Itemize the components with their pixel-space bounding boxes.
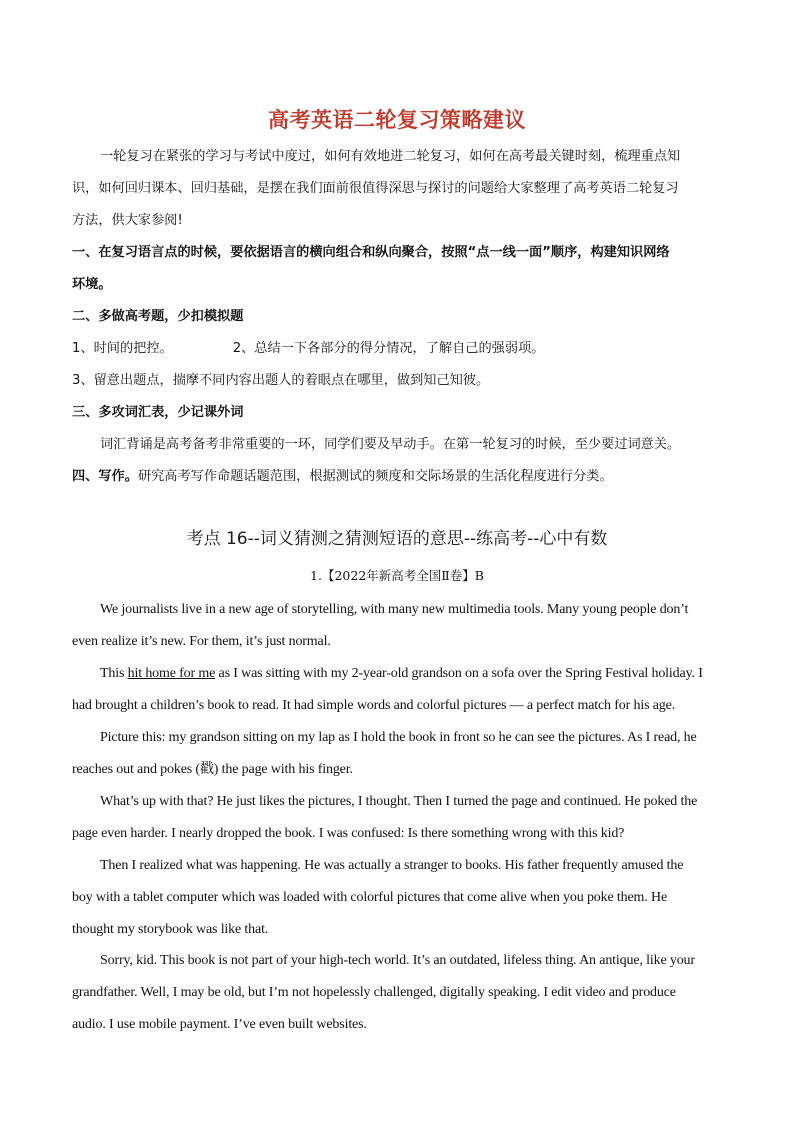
point1-line-2: 环境。	[72, 277, 112, 292]
passage-p5-line-2: boy with a tablet computer which was loaded with colorful pictures that come alive when you poke them. He	[72, 890, 668, 905]
question-source: 1.【2022年新高考全国Ⅱ卷】B	[310, 568, 484, 583]
passage-p4-line-1: What’s up with that? He just likes the pictures, I thought. Then I turned the page and continued. He poked the	[100, 794, 698, 809]
point2-item-2: 2、总结一下各部分的得分情况，了解自己的强弱项。	[232, 341, 545, 356]
point4-heading: 四、写作。	[72, 469, 138, 484]
passage-p4-line-2: page even harder. I nearly dropped the book. I was confused: Is there something wrong with this kid?	[72, 826, 625, 841]
point2-items-row	[72, 333, 722, 365]
passage-p1-line-2: even realize it’s new. For them, it’s just normal.	[72, 634, 331, 649]
point4-body: 研究高考写作命题话题范围，根据测试的频度和交际场景的生活化程度进行分类。	[137, 469, 613, 484]
point2-heading: 二、多做高考题，少扣模拟题	[72, 309, 244, 324]
point3-heading: 三、多攻词汇表，少记课外词	[72, 405, 244, 420]
intro-line-1: 一轮复习在紧张的学习与考试中度过，如何有效地进二轮复习，如何在高考最关键时刻，梳理重点知	[100, 149, 681, 164]
passage-p6-line-3: audio. I use mobile payment. I’ve even built websites.	[72, 1017, 367, 1032]
point2-item-1: 1、时间的把控。	[72, 341, 173, 356]
passage-p6-line-2: grandfather. Well, I may be old, but I’m not hopelessly challenged, digitally speaking. I edit video and produce	[72, 985, 676, 1000]
passage-p5-line-3: thought my storybook was like that.	[72, 922, 269, 937]
passage-p6-line-1: Sorry, kid. This book is not part of your high-tech world. It’s an outdated, lifeless thing. An antique, like your	[100, 953, 695, 968]
passage-p5-line-1: Then I realized what was happening. He was actually a stranger to books. His father frequently amused the	[100, 858, 684, 873]
intro-line-3: 方法，供大家参阅!	[72, 213, 183, 228]
page-title: 高考英语二轮复习策略建议	[268, 108, 526, 132]
section-title: 考点 16--词义猜测之猜测短语的意思--练高考--心中有数	[186, 529, 608, 549]
point2-item-3: 3、留意出题点，揣摩不同内容出题人的着眼点在哪里，做到知己知彼。	[72, 373, 490, 388]
underlined-phrase: hit home for me	[127, 666, 216, 681]
passage-p1-line-1: We journalists live in a new age of storytelling, with many new multimedia tools. Many young people don’t	[100, 602, 689, 617]
point1-line-1: 一、在复习语言点的时候，要依据语言的横向组合和纵向聚合，按照“点一线一面”顺序，构建知识网络	[72, 245, 670, 260]
point4-row	[72, 461, 722, 493]
passage-p3-line-1: Picture this: my grandson sitting on my lap as I hold the book in front so he can see the pictures. As I read, he	[100, 730, 697, 745]
passage-p2-line-1: This hit home for me as I was sitting with my 2-year-old grandson on a sofa over the Spring Festival holiday. I	[100, 666, 703, 681]
intro-line-2: 识，如何回归课本、回归基础，是摆在我们面前很值得深思与探讨的问题给大家整理了高考英语二轮复习	[72, 181, 679, 196]
passage-p2-line-2: had brought a children’s book to read. It had simple words and colorful pictures — a perfect match for his age.	[72, 698, 676, 713]
point3-body: 词汇背诵是高考备考非常重要的一环，同学们要及早动手。在第一轮复习的时候，至少要过词意关。	[100, 437, 681, 452]
passage-p3-line-2: reaches out and pokes (戳) the page with his finger.	[72, 762, 353, 777]
